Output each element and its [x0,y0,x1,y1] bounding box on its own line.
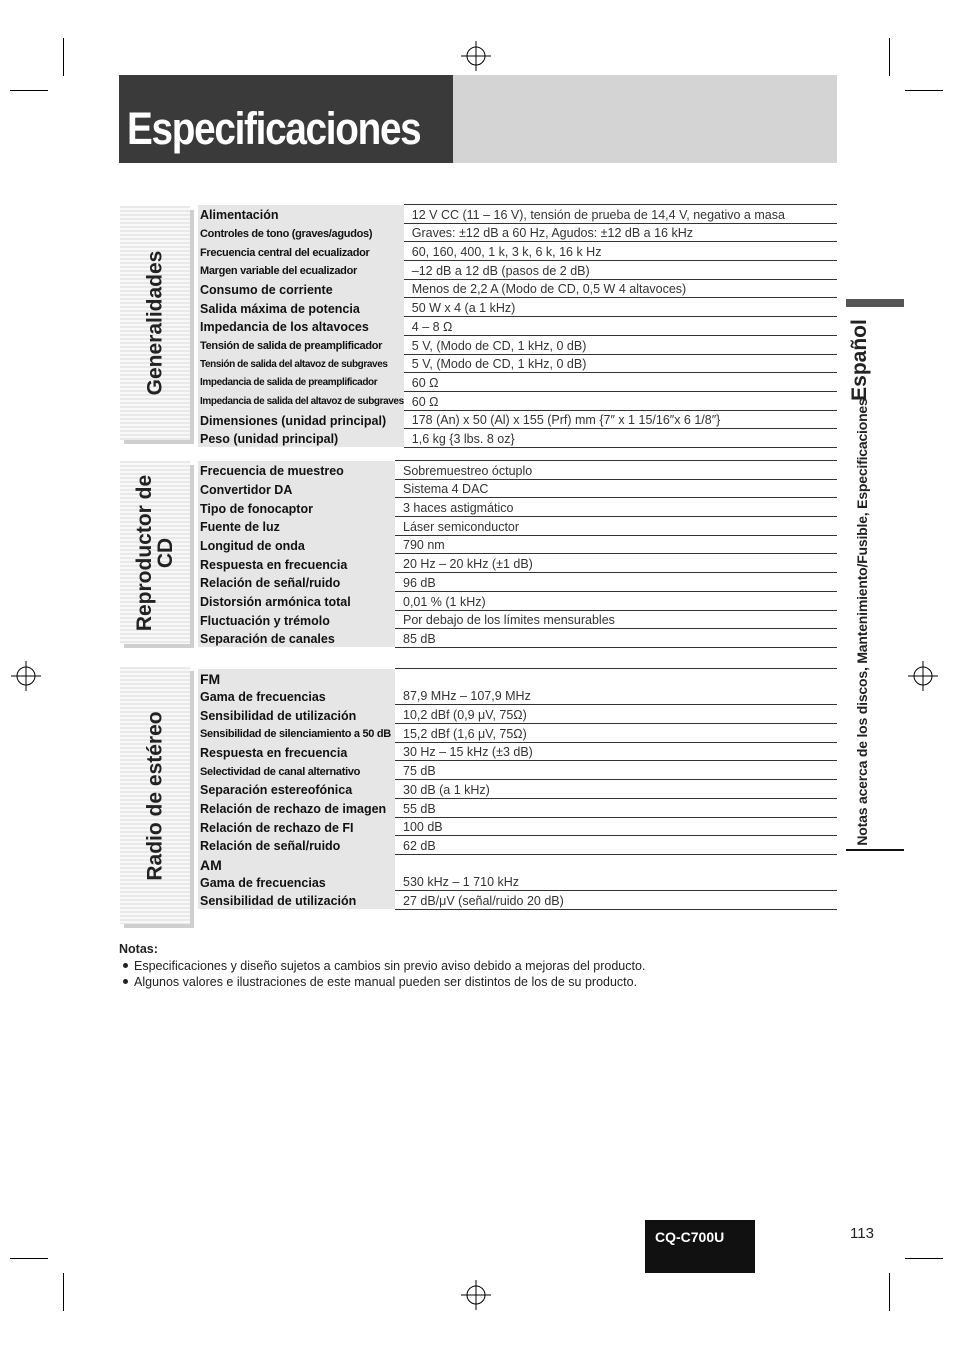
spec-label: Sensibilidad de silenciamiento a 50 dB [198,724,395,743]
spec-row [198,410,837,429]
spec-label: Convertidor DA [198,479,395,498]
spec-label: Fluctuación y trémolo [198,610,395,629]
spec-row [198,724,837,743]
side-topics-label: Notas acerca de los discos, Mantenimiento/Fusible, Especificaciones [854,398,870,846]
section-label [134,474,176,630]
spec-row [198,554,837,573]
spec-label: Selectividad de canal alternativo [198,761,395,780]
band-subheading: FM [198,669,395,687]
spec-value: Graves: ±12 dB a 60 Hz, Agudos: ±12 dB a 16 kHz [404,223,837,242]
spec-value: 55 dB [395,798,837,817]
spec-value: 30 dB (a 1 kHz) [395,780,837,799]
spec-value: 12 V CC (11 – 16 V), tensión de prueba de 14,4 V, negativo a masa [404,205,837,224]
spec-label: Alimentación [198,205,404,224]
spec-value: Por debajo de los límites mensurables [395,610,837,629]
crop-mark [905,90,943,91]
spec-row [198,591,837,610]
bullet-icon [123,979,128,984]
registration-mark-icon [11,661,41,691]
crop-mark [889,1273,890,1311]
spec-row [198,836,837,855]
bullet-icon [123,963,128,968]
spec-label: Separación estereofónica [198,780,395,799]
section-tab-generalidades [120,206,190,440]
spec-label: Respuesta en frecuencia [198,554,395,573]
spec-row [198,535,837,554]
spec-value: 96 dB [395,573,837,592]
spec-label: Frecuencia central del ecualizador [198,242,404,261]
spec-value: 178 (An) x 50 (Al) x 155 (Prf) mm {7″ x 1 15/16″x 6 1/8″} [404,410,837,429]
spec-table-reproductor-cd [198,460,837,648]
registration-mark-icon [461,41,491,71]
spec-label: Relación de señal/ruido [198,836,395,855]
spec-value: Láser semiconductor [395,517,837,536]
spec-value: 87,9 MHz – 107,9 MHz [395,687,837,705]
registration-mark-icon [908,661,938,691]
spec-value: Sobremuestreo óctuplo [395,461,837,480]
spec-label: Separación de canales [198,629,395,648]
spec-table-radio [198,668,837,910]
spec-value: 1,6 kg {3 lbs. 8 oz} [404,429,837,448]
spec-table-generalidades [198,204,837,448]
spec-row [198,629,837,648]
spec-value: 85 dB [395,629,837,648]
spec-value: –12 dB a 12 dB (pasos de 2 dB) [404,261,837,280]
spec-row [198,610,837,629]
spec-row [198,479,837,498]
spec-value: 20 Hz – 20 kHz (±1 dB) [395,554,837,573]
band-subheading-row [198,854,837,872]
crop-mark [63,1273,64,1311]
spec-value: 5 V, (Modo de CD, 1 kHz, 0 dB) [404,354,837,373]
spec-label: Frecuencia de muestreo [198,461,395,480]
spec-label: Peso (unidad principal) [198,429,404,448]
spec-value: 27 dB/μV (señal/ruido 20 dB) [395,891,837,910]
spec-row [198,573,837,592]
spec-value: 15,2 dBf (1,6 μV, 75Ω) [395,724,837,743]
page-title: Especificaciones [127,103,421,154]
spec-value: 0,01 % (1 kHz) [395,591,837,610]
spec-label: Dimensiones (unidad principal) [198,410,404,429]
spec-value: 60, 160, 400, 1 k, 3 k, 6 k, 16 k Hz [404,242,837,261]
spec-row [198,891,837,910]
spec-row [198,261,837,280]
spec-label: Impedancia de salida del altavoz de subgraves [198,391,404,410]
spec-row [198,705,837,724]
spec-value: 60 Ω [404,373,837,392]
spec-value: 50 W x 4 (a 1 kHz) [404,298,837,317]
spec-label: Gama de frecuencias [198,687,395,705]
spec-value: 5 V, (Modo de CD, 1 kHz, 0 dB) [404,335,837,354]
spec-value: Menos de 2,2 A (Modo de CD, 0,5 W 4 altavoces) [404,279,837,298]
spec-label: Tensión de salida del altavoz de subgraves [198,354,404,373]
section-label: Generalidades [143,250,167,396]
spec-value: 30 Hz – 15 kHz (±3 dB) [395,742,837,761]
spec-label: Impedancia de salida de preamplificador [198,373,404,392]
spec-row [198,687,837,705]
spec-row [198,780,837,799]
section-tab-radio [120,667,190,924]
notes-block [119,942,645,991]
spec-row [198,279,837,298]
band-subheading-value [395,854,837,872]
spec-label: Gama de frecuencias [198,873,395,891]
spec-row [198,391,837,410]
spec-value: Sistema 4 DAC [395,479,837,498]
section-label-line: CD [154,537,177,568]
spec-value: 790 nm [395,535,837,554]
spec-label: Fuente de luz [198,517,395,536]
spec-row [198,242,837,261]
spec-label: Consumo de corriente [198,279,404,298]
note-text: Algunos valores e ilustraciones de este manual pueden ser distintos de los de su producto. [134,975,638,989]
spec-label: Distorsión armónica total [198,591,395,610]
spec-label: Impedancia de los altavoces [198,317,404,336]
band-subheading-row [198,669,837,687]
spec-label: Salida máxima de potencia [198,298,404,317]
spec-value: 62 dB [395,836,837,855]
spec-label: Relación de rechazo de FI [198,817,395,836]
notes-heading: Notas: [119,942,158,956]
band-subheading: AM [198,854,395,872]
crop-mark [63,38,64,76]
section-label-line: Reproductor de [133,474,156,631]
page-number: 113 [850,1225,874,1242]
spec-row [198,317,837,336]
section-label: Radio de estéreo [143,710,167,881]
section-tab-reproductor-cd [120,461,190,644]
spec-label: Relación de rechazo de imagen [198,798,395,817]
spec-row [198,223,837,242]
spec-label: Controles de tono (graves/agudos) [198,223,404,242]
spec-label: Margen variable del ecualizador [198,261,404,280]
model-name: CQ-C700U [655,1229,725,1245]
note-text: Especificaciones y diseño sujetos a cambios sin previo aviso debido a mejoras del producto. [134,959,646,973]
spec-label: Sensibilidad de utilización [198,705,395,724]
spec-row [198,873,837,891]
side-tab-bar [846,299,904,307]
spec-label: Tensión de salida de preamplificador [198,335,404,354]
spec-value: 10,2 dBf (0,9 μV, 75Ω) [395,705,837,724]
spec-row [198,298,837,317]
spec-value: 4 – 8 Ω [404,317,837,336]
crop-mark [889,38,890,76]
spec-value: 75 dB [395,761,837,780]
spec-label: Tipo de fonocaptor [198,498,395,517]
spec-label: Longitud de onda [198,535,395,554]
spec-row [198,373,837,392]
crop-mark [10,1258,48,1259]
note-item [119,975,645,989]
spec-row [198,461,837,480]
model-badge [645,1220,755,1273]
spec-row [198,335,837,354]
spec-value: 100 dB [395,817,837,836]
spec-row [198,798,837,817]
spec-row [198,429,837,448]
spec-label: Relación de señal/ruido [198,573,395,592]
side-language-label: Español [848,319,871,401]
spec-value: 60 Ω [404,391,837,410]
spec-label: Respuesta en frecuencia [198,742,395,761]
spec-row [198,517,837,536]
crop-mark [10,90,48,91]
band-subheading-value [395,669,837,687]
spec-row [198,742,837,761]
crop-mark [905,1258,943,1259]
spec-label: Sensibilidad de utilización [198,891,395,910]
side-divider [846,849,904,851]
note-item [119,959,645,973]
spec-row [198,761,837,780]
spec-row [198,817,837,836]
spec-value: 530 kHz – 1 710 kHz [395,873,837,891]
spec-value: 3 haces astigmático [395,498,837,517]
spec-row [198,205,837,224]
spec-row [198,498,837,517]
registration-mark-icon [461,1280,491,1310]
spec-row [198,354,837,373]
